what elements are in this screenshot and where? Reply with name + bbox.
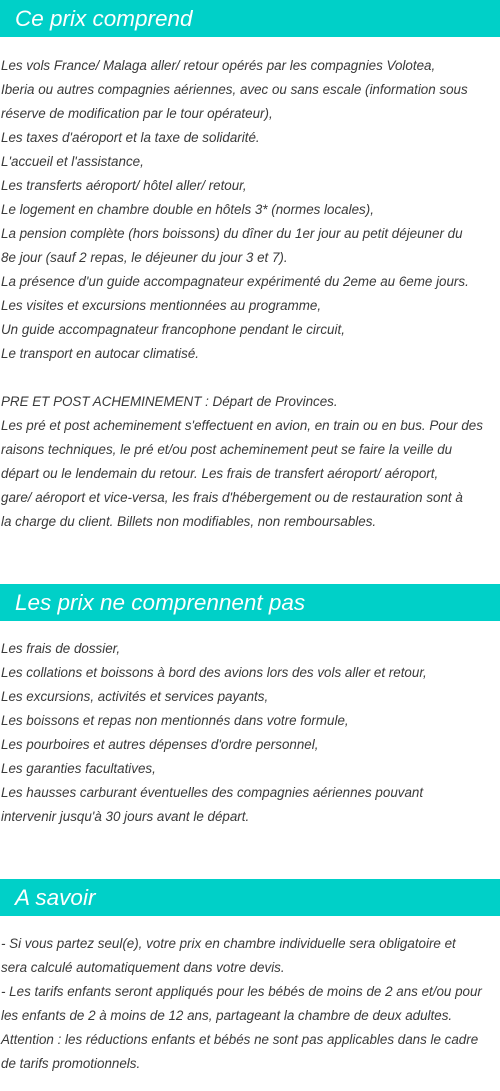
section-header-les-prix-ne-comprennent-pas: Les prix ne comprennent pas: [0, 584, 500, 621]
text-line: Les visites et excursions mentionnées au programme,: [1, 298, 322, 313]
text-line: Les excursions, activités et services payants,: [1, 689, 269, 704]
text-line: Attention : les réductions enfants et bébés ne sont pas applicables dans le cadre: [1, 1032, 479, 1047]
text-line: gare/ aéroport et vice-versa, les frais d'hébergement ou de restauration sont à: [1, 490, 463, 505]
text-line: La pension complète (hors boissons) du dîner du 1er jour au petit déjeuner du: [1, 226, 463, 241]
text-line: Le transport en autocar climatisé.: [1, 346, 199, 361]
text-line: Les collations et boissons à bord des avions lors des vols aller et retour,: [1, 665, 427, 680]
text-line: Les boissons et repas non mentionnés dans votre formule,: [1, 713, 349, 728]
section-body-ce-prix-comprend: [0, 54, 500, 534]
text-line: la charge du client. Billets non modifiables, non remboursables.: [1, 514, 377, 529]
text-line: intervenir jusqu'à 30 jours avant le départ.: [1, 809, 250, 824]
text-line: réserve de modification par le tour opérateur),: [1, 106, 273, 121]
text-line: Les vols France/ Malaga aller/ retour opérés par les compagnies Volotea,: [1, 58, 436, 73]
section-body-les-prix-ne-comprennent-pas: [0, 637, 500, 829]
section-header-a-savoir: A savoir: [0, 879, 500, 916]
text-line: les enfants de 2 à moins de 12 ans, partageant la chambre de deux adultes.: [1, 1008, 453, 1023]
text-line: - Les tarifs enfants seront appliqués pour les bébés de moins de 2 ans et/ou pour: [1, 984, 482, 999]
text-line: Le logement en chambre double en hôtels 3* (normes locales),: [1, 202, 374, 217]
text-line: Les hausses carburant éventuelles des compagnies aériennes pouvant: [1, 785, 424, 800]
blank-line: [1, 366, 500, 390]
text-line: PRE ET POST ACHEMINEMENT : Départ de Provinces.: [1, 394, 338, 409]
section-header-ce-prix-comprend: Ce prix comprend: [0, 0, 500, 37]
text-line: L'accueil et l'assistance,: [1, 154, 144, 169]
text-line: départ ou le lendemain du retour. Les frais de transfert aéroport/ aéroport,: [1, 466, 439, 481]
text-line: raisons techniques, le pré et/ou post acheminement peut se faire la veille du: [1, 442, 453, 457]
text-line: La présence d'un guide accompagnateur expérimenté du 2eme au 6eme jours.: [1, 274, 469, 289]
text-line: sera calculé automatiquement dans votre devis.: [1, 960, 285, 975]
text-line: Les garanties facultatives,: [1, 761, 156, 776]
text-line: Les frais de dossier,: [1, 641, 121, 656]
section-body-a-savoir: [0, 932, 500, 1076]
text-line: Les pourboires et autres dépenses d'ordre personnel,: [1, 737, 319, 752]
text-line: - Si vous partez seul(e), votre prix en chambre individuelle sera obligatoire et: [1, 936, 456, 951]
text-line: Un guide accompagnateur francophone pendant le circuit,: [1, 322, 345, 337]
text-line: de tarifs promotionnels.: [1, 1056, 141, 1071]
text-line: Iberia ou autres compagnies aériennes, avec ou sans escale (information sous: [1, 82, 468, 97]
text-line: Les pré et post acheminement s'effectuent en avion, en train ou en bus. Pour des: [1, 418, 483, 433]
text-line: 8e jour (sauf 2 repas, le déjeuner du jour 3 et 7).: [1, 250, 288, 265]
text-line: Les transferts aéroport/ hôtel aller/ retour,: [1, 178, 247, 193]
text-line: Les taxes d'aéroport et la taxe de solidarité.: [1, 130, 260, 145]
